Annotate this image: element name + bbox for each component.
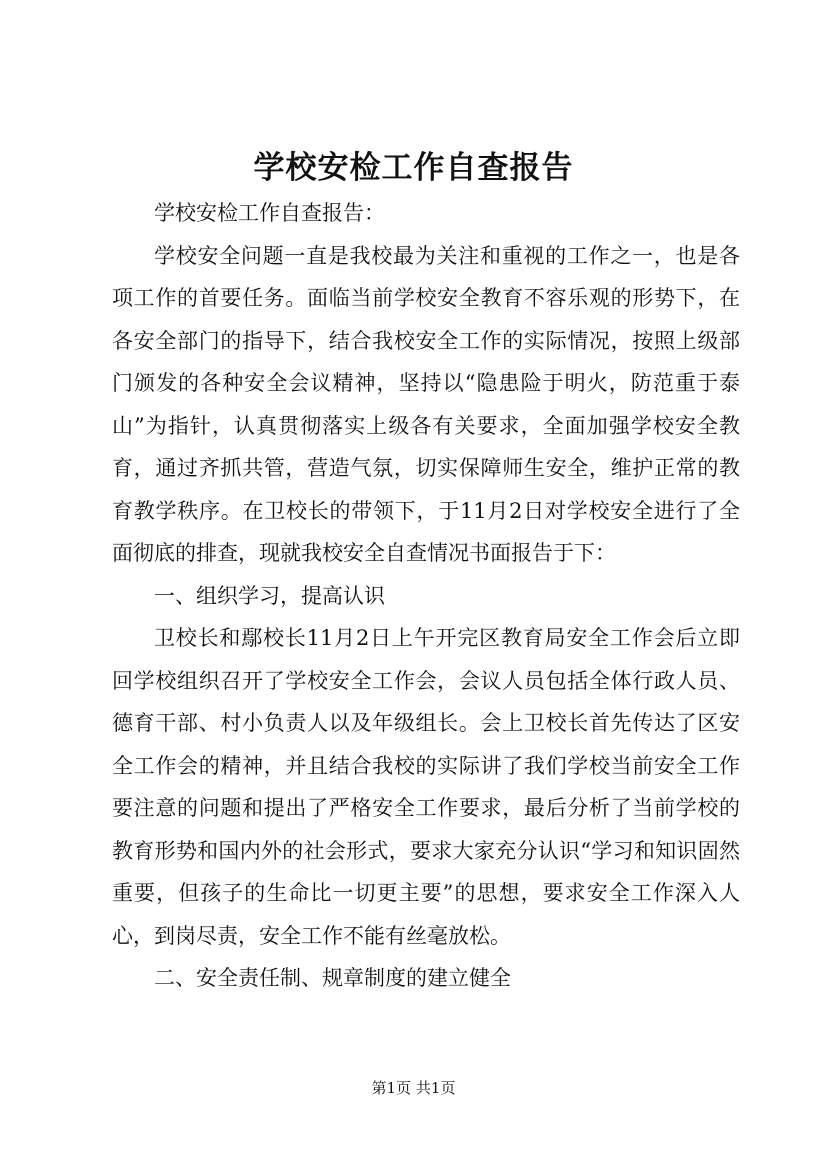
- footer-page-suffix: 页: [396, 1079, 412, 1097]
- footer-page-prefix: 第: [371, 1079, 387, 1097]
- paragraph-intro: 学校安全问题一直是我校最为关注和重视的工作之一，也是各项工作的首要任务。面临当前学校安全教育不容乐观的形势下，在各安全部门的指导下，结合我校安全工作的实际情况，按照上级部门颁发的各种安全会议精神，坚持以“隐患险于明火，防范重于泰山”为指针，认真贯彻落实上级各有关要求，全面加强学校安全教育，通过齐抓共管，营造气氛，切实保障师生安全，维护正常的教育教学秩序。在卫校长的带领下，于11月2日对学校安全进行了全面彻底的排查，现就我校安全自查情况书面报告于下：: [112, 243, 740, 565]
- document-title: 学校安检工作自查报告: [253, 150, 574, 186]
- paragraph-salutation: 学校安检工作自查报告：: [154, 201, 385, 225]
- document-body: [112, 192, 740, 1000]
- footer-total-number: 1: [430, 1079, 441, 1097]
- footer-total-prefix: 共: [415, 1079, 431, 1097]
- footer-total-suffix: 页: [440, 1079, 456, 1097]
- paragraph-section-1: 卫校长和鄢校长11月2日上午开完区教育局安全工作会后立即回学校组织召开了学校安全工作会，会议人员包括全体行政人员、德育干部、村小负责人以及年级组长。会上卫校长首先传达了区安全工作会的精神，并且结合我校的实际讲了我们学校当前安全工作要注意的问题和提出了严格安全工作要求，最后分析了当前学校的教育形势和国内外的社会形式，要求大家充分认识“学习和知识固然重要，但孩子的生命比一切更主要”的思想，要求安全工作深入人心，到岗尽责，安全工作不能有丝毫放松。: [112, 626, 740, 948]
- page-footer: [0, 1078, 827, 1098]
- section-heading-2: 二、安全责任制、规章制度的建立健全: [154, 966, 511, 990]
- footer-page-number: 1: [386, 1079, 397, 1097]
- section-heading-1: 一、组织学习，提高认识: [154, 583, 385, 608]
